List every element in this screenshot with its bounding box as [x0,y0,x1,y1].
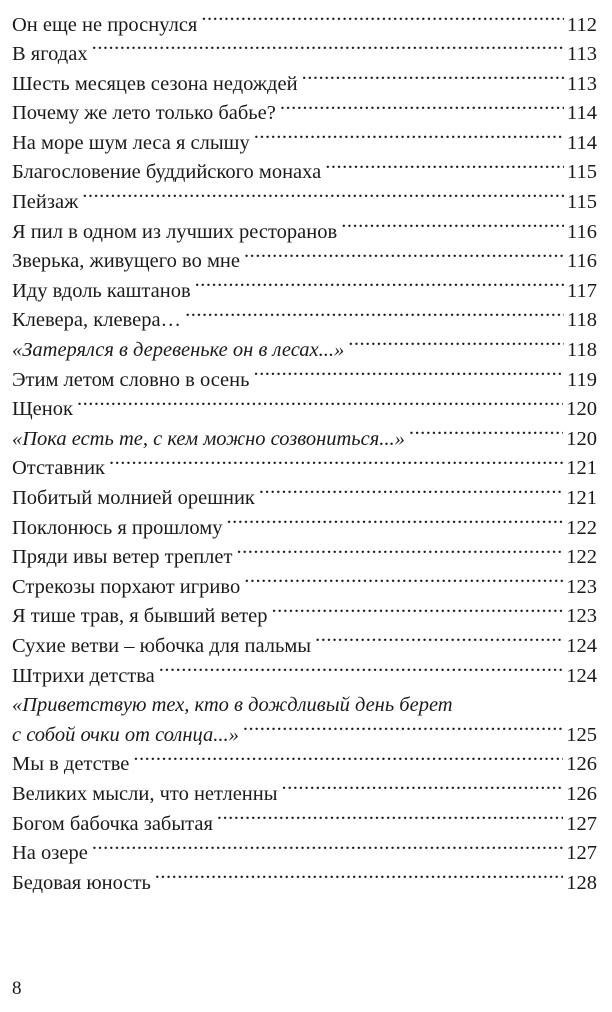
toc-entry-page: 126 [566,753,597,776]
leader-dots [302,69,564,90]
toc-entry-page: 118 [567,339,597,362]
page-number: 8 [12,978,22,999]
leader-dots [226,513,563,534]
toc-entry-page: 116 [567,250,597,273]
leader-dots [282,779,564,800]
leader-dots [341,217,564,238]
toc-entry-title-line2: с собой очки от солнца...» [12,723,239,746]
toc-entry-title: Я пил в одном из лучших ресторанов [12,220,338,243]
toc-entry-page: 122 [566,516,597,539]
toc-entry-title: Богом бабочка забытая [12,812,213,835]
toc-entry-title: Почему же лето только бабье? [12,102,276,125]
leader-dots [195,276,564,297]
toc-entry [12,188,597,218]
leader-dots [133,750,563,771]
toc-entry-title: В ягодах [12,43,88,66]
toc-entry [12,336,597,366]
leader-dots [254,128,564,149]
toc-entry-title: На море шум леса я слышу [12,131,250,154]
toc-entry-page: 123 [566,575,597,598]
toc-entry [12,128,597,158]
toc-entry [12,839,597,869]
toc-entry [12,484,597,514]
leader-dots [201,10,564,31]
toc-entry-title-line1: «Приветствую тех, кто в дождливый день берет [12,693,453,716]
toc-entry [12,40,597,70]
leader-dots [280,99,564,120]
toc-entry-title: Сухие ветви – юбочка для пальмы [12,634,312,657]
toc-entry [12,691,597,750]
toc-entry-title: «Затерялся в деревеньке он в лесах...» [12,339,345,362]
toc-entry-title: Стрекозы порхают игриво [12,575,241,598]
toc-entry [12,69,597,99]
toc-entry-page: 121 [566,487,597,509]
leader-dots [82,188,564,209]
leader-dots [243,720,563,741]
toc-entry-page: 120 [566,427,597,450]
leader-dots [77,395,563,416]
toc-entry [12,454,597,484]
toc-entry-page: 114 [567,131,597,154]
leader-dots [271,602,563,623]
toc-entry-title: Пряди ивы ветер треплет [12,546,233,569]
toc-entry-page: 113 [567,72,597,95]
toc-entry [12,217,597,247]
leader-dots [325,158,564,179]
leader-dots [259,484,563,505]
toc-entry-title: Побитый молнией орешник [12,487,255,509]
toc-entry-page: 115 [567,191,597,214]
toc-entry-title: Этим летом словно в осень [12,368,250,391]
toc-entry [12,10,597,40]
toc-entry-title: Он еще не проснулся [12,13,198,36]
toc-entry-title: Клевера, клевера… [12,309,182,332]
toc-entry [12,513,597,543]
leader-dots [217,809,563,830]
toc-entry-title: «Пока есть те, с кем можно созвониться...» [12,427,405,450]
leader-dots [92,839,563,860]
toc-entry-page: 115 [567,161,597,184]
toc-entry [12,631,597,661]
toc-entry-title: На озере [12,842,88,865]
toc-entry-page: 125 [566,723,597,746]
toc-entry [12,572,597,602]
leader-dots [244,247,564,268]
toc-entry-title: Бедовая юность [12,871,151,894]
leader-dots [253,365,564,386]
toc-entry [12,99,597,129]
leader-dots [159,661,563,682]
toc-entry [12,276,597,306]
toc-entry-page: 121 [566,457,597,480]
toc-entry [12,868,597,898]
toc-entry [12,661,597,691]
toc-entry-page: 126 [566,782,597,805]
toc-entry [12,602,597,632]
leader-dots [109,454,563,475]
toc-entry [12,365,597,395]
toc-entry-page: 120 [566,398,597,421]
toc-entry [12,306,597,336]
toc-entry-page: 128 [566,871,597,894]
toc-entry-page: 118 [567,309,597,332]
toc-entry-page: 127 [566,842,597,865]
leader-dots [92,40,564,61]
toc-entry-title: Шесть месяцев сезона недождей [12,72,298,95]
toc-entry-page: 124 [566,664,597,687]
toc-entry [12,158,597,188]
toc-entry-title: Поклонюсь я прошлому [12,516,223,539]
leader-dots [348,336,564,357]
toc-entry-page: 123 [566,605,597,628]
toc-entry-title: Иду вдоль каштанов [12,279,191,302]
toc-entry-title: Зверька, живущего во мне [12,250,241,273]
toc-entry-page: 124 [566,634,597,657]
toc-entry-title: Великих мысли, что нетленны [12,782,278,805]
toc-entry-title: Щенок [12,398,73,421]
toc-entry [12,543,597,573]
leader-dots [244,572,563,593]
toc-entry [12,809,597,839]
toc-entry [12,395,597,425]
leader-dots [155,868,563,889]
toc-entry-title: Отставник [12,457,106,480]
toc-entry [12,779,597,809]
toc-entry-page: 112 [567,13,597,36]
toc-entry-page: 122 [566,546,597,569]
toc-entry-page: 127 [566,812,597,835]
toc-entry-page: 119 [567,368,597,391]
leader-dots [409,424,563,445]
table-of-contents [12,10,597,898]
leader-dots [315,631,563,652]
toc-entry-title: Я тише трав, я бывший ветер [12,605,268,628]
toc-entry [12,424,597,454]
toc-entry-title: Пейзаж [12,191,79,214]
toc-entry-page: 113 [567,43,597,66]
toc-entry-page: 116 [567,220,597,243]
toc-entry [12,247,597,277]
toc-entry-title: Благословение буддийского монаха [12,161,322,184]
toc-entry-page: 117 [567,279,597,302]
toc-entry-title: Мы в детстве [12,753,130,776]
leader-dots [185,306,564,327]
leader-dots [236,543,563,564]
toc-entry [12,750,597,780]
toc-entry-title: Штрихи детства [12,664,155,687]
toc-entry-page: 114 [567,102,597,125]
